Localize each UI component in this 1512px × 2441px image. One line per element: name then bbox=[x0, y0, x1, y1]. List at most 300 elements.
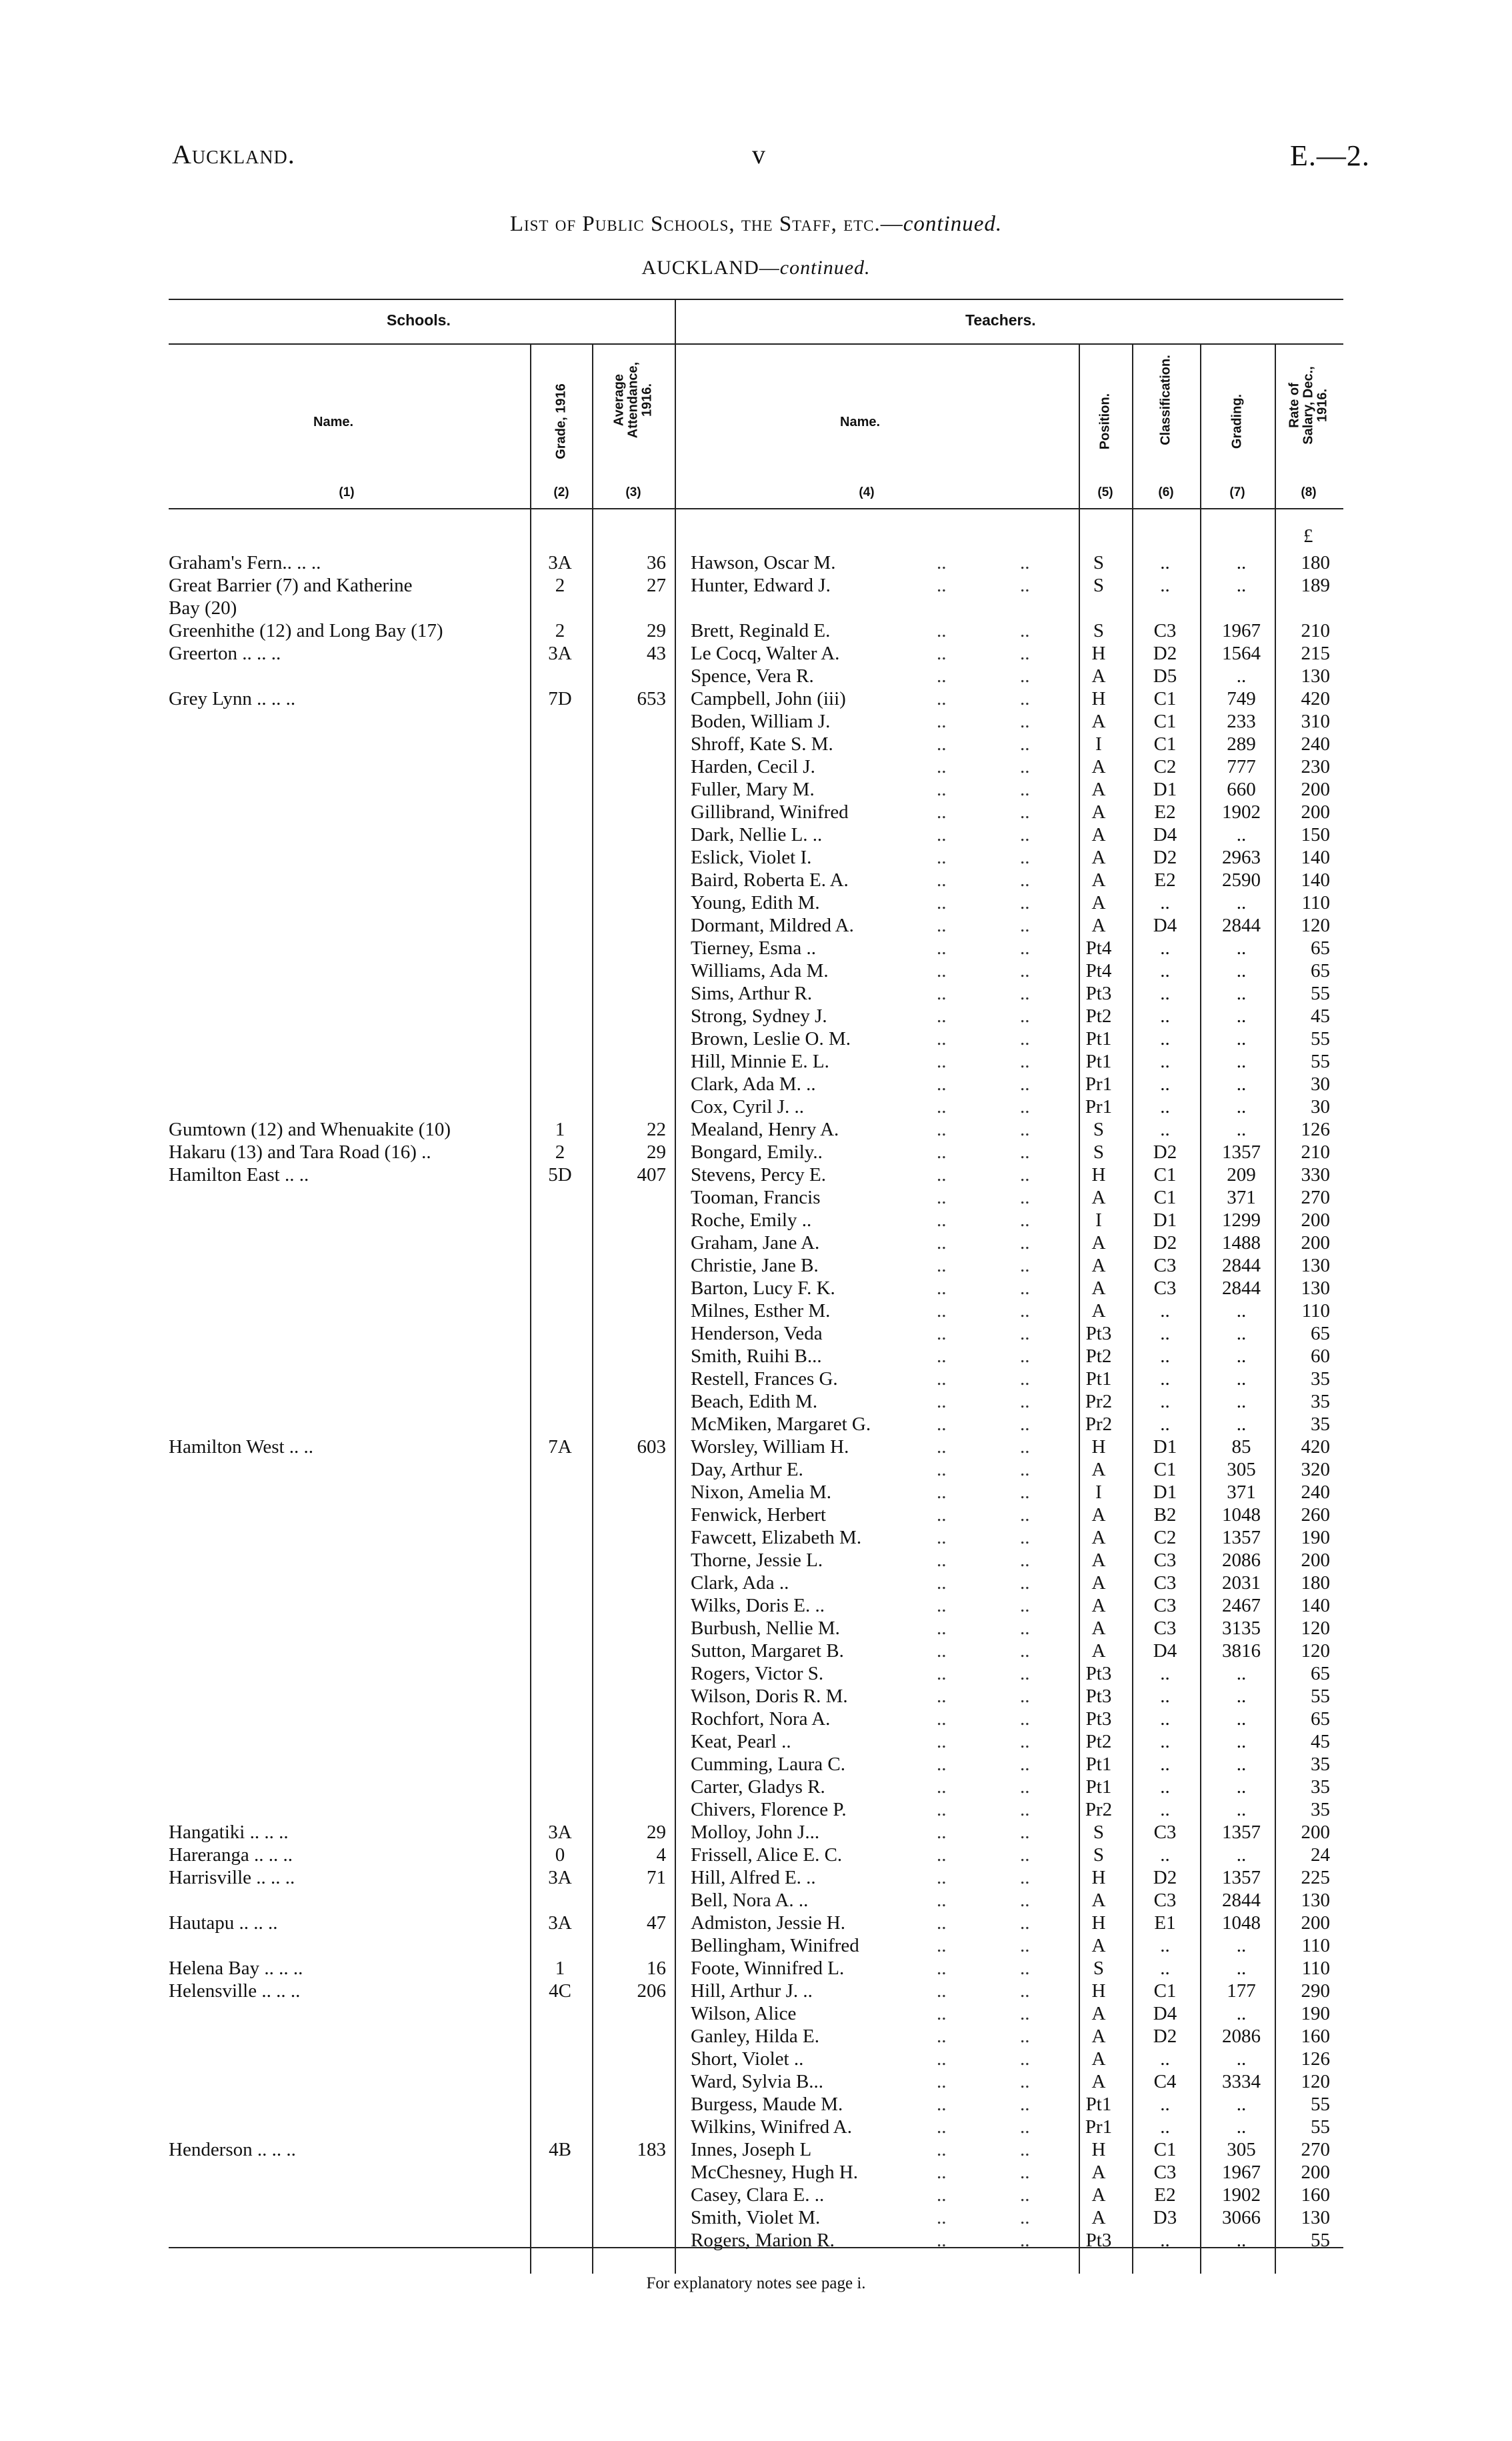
classification-cell: .. bbox=[1160, 1119, 1170, 1140]
classification-cell: .. bbox=[1160, 1686, 1170, 1707]
classification-cell: C3 bbox=[1153, 1822, 1177, 1843]
leader-dots: .. bbox=[1020, 688, 1030, 709]
leader-dots: .. bbox=[1020, 2116, 1030, 2138]
position-cell: S bbox=[1093, 1822, 1105, 1843]
leader-dots: .. bbox=[1020, 1504, 1030, 1526]
grading-cell: 233 bbox=[1227, 711, 1256, 732]
classification-cell: .. bbox=[1160, 1799, 1170, 1820]
leader-dots: .. bbox=[1020, 1300, 1030, 1322]
teacher-name-cell: Burgess, Maude M. bbox=[691, 2094, 843, 2115]
table-row bbox=[0, 733, 1512, 755]
classification-cell: D3 bbox=[1153, 2207, 1177, 2228]
teacher-name-cell: Sutton, Margaret B. bbox=[691, 1640, 844, 1662]
leader-dots: .. bbox=[1020, 1119, 1030, 1140]
table-row bbox=[0, 2025, 1512, 2048]
teacher-name-cell: Nixon, Amelia M. bbox=[691, 1482, 832, 1503]
table-row bbox=[0, 1277, 1512, 1300]
teacher-name-cell: Strong, Sydney J. bbox=[691, 1005, 827, 1027]
position-cell: S bbox=[1093, 1141, 1105, 1163]
leader-dots: .. bbox=[937, 1482, 947, 1503]
position-cell: A bbox=[1091, 1278, 1106, 1299]
grading-cell: .. bbox=[1236, 1323, 1247, 1344]
teacher-name-cell: Carter, Gladys R. bbox=[691, 1776, 825, 1798]
salary-cell: 140 bbox=[1301, 847, 1330, 868]
table-row bbox=[0, 619, 1512, 642]
teacher-name-cell: McMiken, Margaret G. bbox=[691, 1414, 871, 1435]
position-cell: Pr1 bbox=[1085, 1073, 1113, 1095]
classification-cell: .. bbox=[1160, 1300, 1170, 1322]
table-row bbox=[0, 1163, 1512, 1186]
column-header-salary: Rate of Salary, Dec., 1916. bbox=[1287, 366, 1330, 445]
position-cell: H bbox=[1091, 1436, 1106, 1458]
position-cell: Pt1 bbox=[1085, 1051, 1112, 1072]
attendance-cell: 407 bbox=[637, 1164, 666, 1185]
teacher-name-cell: Restell, Frances G. bbox=[691, 1368, 838, 1390]
leader-dots: .. bbox=[937, 1980, 947, 2002]
attendance-cell: 29 bbox=[647, 1822, 666, 1843]
teacher-name-cell: Milnes, Esther M. bbox=[691, 1300, 831, 1322]
teacher-name-cell: Worsley, William H. bbox=[691, 1436, 849, 1458]
teacher-name-cell: Cox, Cyril J. .. bbox=[691, 1096, 804, 1117]
grading-cell: 305 bbox=[1227, 1459, 1256, 1480]
salary-cell: 126 bbox=[1301, 2048, 1330, 2070]
classification-cell: D2 bbox=[1153, 1867, 1177, 1888]
leader-dots: .. bbox=[1020, 1255, 1030, 1276]
position-cell: H bbox=[1091, 688, 1106, 709]
grading-cell: 2086 bbox=[1222, 2026, 1261, 2047]
table-row bbox=[0, 551, 1512, 574]
leader-dots: .. bbox=[1020, 1436, 1030, 1458]
grading-cell: 1048 bbox=[1222, 1912, 1261, 1934]
salary-cell: 110 bbox=[1301, 892, 1330, 913]
leader-dots: .. bbox=[937, 1867, 947, 1888]
grading-cell: 1048 bbox=[1222, 1504, 1261, 1526]
rule-top bbox=[169, 299, 1343, 300]
column-number-1: (1) bbox=[339, 485, 355, 499]
school-name-cell: Bay (20) bbox=[169, 597, 237, 619]
classification-cell: C3 bbox=[1153, 1255, 1177, 1276]
grading-cell: 3816 bbox=[1222, 1640, 1261, 1662]
leader-dots: .. bbox=[937, 2139, 947, 2160]
salary-cell: 55 bbox=[1311, 2094, 1330, 2115]
leader-dots: .. bbox=[937, 937, 947, 959]
leader-dots: .. bbox=[937, 1368, 947, 1390]
position-cell: A bbox=[1091, 665, 1106, 687]
salary-cell: 190 bbox=[1301, 2003, 1330, 2024]
school-name-cell: Hangatiki .. .. .. bbox=[169, 1822, 289, 1843]
classification-cell: D4 bbox=[1153, 824, 1177, 845]
leader-dots: .. bbox=[937, 983, 947, 1004]
leader-dots: .. bbox=[1020, 552, 1030, 573]
rule-group-schools bbox=[169, 343, 675, 345]
salary-cell: 210 bbox=[1301, 620, 1330, 641]
grading-cell: .. bbox=[1236, 2094, 1247, 2115]
teacher-name-cell: Burbush, Nellie M. bbox=[691, 1618, 840, 1639]
leader-dots: .. bbox=[937, 801, 947, 823]
leader-dots: .. bbox=[1020, 1572, 1030, 1594]
table-row bbox=[0, 1005, 1512, 1027]
teacher-name-cell: Cumming, Laura C. bbox=[691, 1754, 845, 1775]
teacher-name-cell: Stevens, Percy E. bbox=[691, 1164, 826, 1185]
classification-cell: D2 bbox=[1153, 643, 1177, 664]
grading-cell: 2467 bbox=[1222, 1595, 1261, 1616]
leader-dots: .. bbox=[937, 643, 947, 664]
classification-cell: C1 bbox=[1153, 1980, 1177, 2002]
leader-dots: .. bbox=[1020, 1958, 1030, 1979]
table-row bbox=[0, 1141, 1512, 1163]
table-row bbox=[0, 2206, 1512, 2229]
classification-cell: C1 bbox=[1153, 2139, 1177, 2160]
position-cell: Pt3 bbox=[1085, 1323, 1112, 1344]
position-cell: A bbox=[1091, 1504, 1106, 1526]
leader-dots: .. bbox=[937, 1187, 947, 1208]
grading-cell: 777 bbox=[1227, 756, 1256, 777]
teacher-name-cell: Harden, Cecil J. bbox=[691, 756, 815, 777]
leader-dots: .. bbox=[937, 688, 947, 709]
leader-dots: .. bbox=[1020, 1980, 1030, 2002]
leader-dots: .. bbox=[1020, 1051, 1030, 1072]
teacher-name-cell: Rogers, Victor S. bbox=[691, 1663, 824, 1684]
table-row bbox=[0, 1549, 1512, 1572]
classification-cell: .. bbox=[1160, 552, 1170, 573]
leader-dots: .. bbox=[937, 1935, 947, 1956]
leader-dots: .. bbox=[1020, 1391, 1030, 1412]
position-cell: A bbox=[1091, 779, 1106, 800]
teacher-name-cell: Frissell, Alice E. C. bbox=[691, 1844, 843, 1866]
leader-dots: .. bbox=[937, 1618, 947, 1639]
grading-cell: 289 bbox=[1227, 733, 1256, 755]
grade-cell: 3A bbox=[548, 643, 572, 664]
leader-dots: .. bbox=[937, 1141, 947, 1163]
table-row bbox=[0, 1073, 1512, 1095]
table-row bbox=[0, 2093, 1512, 2116]
teacher-name-cell: Young, Edith M. bbox=[691, 892, 820, 913]
classification-cell: .. bbox=[1160, 1958, 1170, 1979]
teacher-name-cell: Williams, Ada M. bbox=[691, 960, 829, 981]
teacher-name-cell: Smith, Violet M. bbox=[691, 2207, 821, 2228]
leader-dots: .. bbox=[1020, 1890, 1030, 1911]
table-row bbox=[0, 1708, 1512, 1730]
grading-cell: .. bbox=[1236, 1300, 1247, 1322]
table-row bbox=[0, 1866, 1512, 1889]
leader-dots: .. bbox=[1020, 2162, 1030, 2183]
salary-cell: 180 bbox=[1301, 552, 1330, 573]
classification-cell: E2 bbox=[1154, 869, 1176, 891]
classification-cell: .. bbox=[1160, 1096, 1170, 1117]
classification-cell: D4 bbox=[1153, 2003, 1177, 2024]
salary-cell: 30 bbox=[1311, 1096, 1330, 1117]
school-name-cell: Helensville .. .. .. bbox=[169, 1980, 301, 2002]
column-number-8: (8) bbox=[1301, 485, 1317, 499]
salary-cell: 120 bbox=[1301, 915, 1330, 936]
leader-dots: .. bbox=[937, 665, 947, 687]
position-cell: Pt1 bbox=[1085, 2094, 1112, 2115]
leader-dots: .. bbox=[1020, 983, 1030, 1004]
salary-cell: 200 bbox=[1301, 2162, 1330, 2183]
leader-dots: .. bbox=[1020, 1754, 1030, 1775]
position-cell: Pt1 bbox=[1085, 1028, 1112, 1049]
grade-cell: 3A bbox=[548, 1867, 572, 1888]
leader-dots: .. bbox=[1020, 1640, 1030, 1662]
school-name-cell: Hamilton West .. .. bbox=[169, 1436, 314, 1458]
grading-cell: .. bbox=[1236, 1776, 1247, 1798]
grading-cell: .. bbox=[1236, 1073, 1247, 1095]
grade-cell: 1 bbox=[555, 1958, 565, 1979]
classification-cell: .. bbox=[1160, 1368, 1170, 1390]
grading-cell: 371 bbox=[1227, 1187, 1256, 1208]
position-cell: Pt1 bbox=[1085, 1754, 1112, 1775]
table-row bbox=[0, 1912, 1512, 1934]
salary-cell: 55 bbox=[1311, 1028, 1330, 1049]
classification-cell: D2 bbox=[1153, 2026, 1177, 2047]
teacher-name-cell: Clark, Ada .. bbox=[691, 1572, 789, 1594]
classification-cell: .. bbox=[1160, 983, 1170, 1004]
grading-cell: .. bbox=[1236, 1051, 1247, 1072]
leader-dots: .. bbox=[1020, 1278, 1030, 1299]
teacher-name-cell: Fuller, Mary M. bbox=[691, 779, 815, 800]
grading-cell: 305 bbox=[1227, 2139, 1256, 2160]
position-cell: A bbox=[1091, 711, 1106, 732]
classification-cell: D5 bbox=[1153, 665, 1177, 687]
leader-dots: .. bbox=[1020, 1028, 1030, 1049]
position-cell: S bbox=[1093, 1958, 1105, 1979]
grade-cell: 3A bbox=[548, 1912, 572, 1934]
table-row bbox=[0, 1980, 1512, 2002]
teacher-name-cell: Roche, Emily .. bbox=[691, 1209, 812, 1231]
teacher-name-cell: Fawcett, Elizabeth M. bbox=[691, 1527, 862, 1548]
leader-dots: .. bbox=[937, 1300, 947, 1322]
classification-cell: D2 bbox=[1153, 1141, 1177, 1163]
position-cell: A bbox=[1091, 801, 1106, 823]
salary-cell: 120 bbox=[1301, 1640, 1330, 1662]
teacher-name-cell: Spence, Vera R. bbox=[691, 665, 814, 687]
classification-cell: .. bbox=[1160, 2116, 1170, 2138]
leader-dots: .. bbox=[1020, 960, 1030, 981]
position-cell: Pt2 bbox=[1085, 1346, 1112, 1367]
grading-cell: .. bbox=[1236, 824, 1247, 845]
leader-dots: .. bbox=[937, 1436, 947, 1458]
teacher-name-cell: Admiston, Jessie H. bbox=[691, 1912, 845, 1934]
leader-dots: .. bbox=[1020, 1209, 1030, 1231]
position-cell: A bbox=[1091, 2003, 1106, 2024]
school-name-cell: Great Barrier (7) and Katherine bbox=[169, 575, 413, 596]
document-code: E.—2. bbox=[1290, 139, 1370, 172]
leader-dots: .. bbox=[937, 1504, 947, 1526]
grading-cell: 2590 bbox=[1222, 869, 1261, 891]
teacher-name-cell: Casey, Clara E. .. bbox=[691, 2184, 825, 2206]
leader-dots: .. bbox=[937, 1663, 947, 1684]
salary-cell: 65 bbox=[1311, 937, 1330, 959]
table-row bbox=[0, 597, 1512, 619]
table-row bbox=[0, 959, 1512, 982]
attendance-cell: 47 bbox=[647, 1912, 666, 1934]
table-row bbox=[0, 846, 1512, 869]
grading-cell: 2844 bbox=[1222, 1890, 1261, 1911]
leader-dots: .. bbox=[937, 2048, 947, 2070]
grading-cell: 2086 bbox=[1222, 1550, 1261, 1571]
leader-dots: .. bbox=[1020, 1822, 1030, 1843]
position-cell: Pt2 bbox=[1085, 1731, 1112, 1752]
leader-dots: .. bbox=[1020, 1618, 1030, 1639]
position-cell: A bbox=[1091, 1255, 1106, 1276]
classification-cell: .. bbox=[1160, 2230, 1170, 2251]
table-row bbox=[0, 687, 1512, 710]
column-header-attendance: Average Attendance, 1916. bbox=[611, 361, 655, 439]
grading-cell: .. bbox=[1236, 1119, 1247, 1140]
leader-dots: .. bbox=[1020, 1799, 1030, 1820]
leader-dots: .. bbox=[937, 2162, 947, 2183]
classification-cell: .. bbox=[1160, 2048, 1170, 2070]
leader-dots: .. bbox=[1020, 2184, 1030, 2206]
salary-cell: 230 bbox=[1301, 756, 1330, 777]
leader-dots: .. bbox=[1020, 1005, 1030, 1027]
teacher-name-cell: Henderson, Veda bbox=[691, 1323, 823, 1344]
leader-dots: .. bbox=[1020, 2230, 1030, 2251]
grading-cell: .. bbox=[1236, 1346, 1247, 1367]
salary-cell: 215 bbox=[1301, 643, 1330, 664]
teacher-name-cell: Hill, Alfred E. .. bbox=[691, 1867, 816, 1888]
salary-cell: 30 bbox=[1311, 1073, 1330, 1095]
classification-cell: .. bbox=[1160, 960, 1170, 981]
position-cell: S bbox=[1093, 552, 1105, 573]
teacher-name-cell: Hill, Minnie E. L. bbox=[691, 1051, 829, 1072]
leader-dots: .. bbox=[937, 1164, 947, 1185]
leader-dots: .. bbox=[937, 2071, 947, 2092]
salary-cell: 120 bbox=[1301, 1618, 1330, 1639]
position-cell: Pt4 bbox=[1085, 937, 1112, 959]
page-subtitle-text: AUCKLAND— bbox=[641, 257, 780, 279]
position-cell: A bbox=[1091, 1232, 1106, 1254]
leader-dots: .. bbox=[1020, 1550, 1030, 1571]
page-title bbox=[0, 212, 1512, 237]
salary-cell: 130 bbox=[1301, 1255, 1330, 1276]
leader-dots: .. bbox=[1020, 643, 1030, 664]
position-cell: A bbox=[1091, 1527, 1106, 1548]
salary-cell: 130 bbox=[1301, 665, 1330, 687]
position-cell: Pr2 bbox=[1085, 1391, 1113, 1412]
table-row bbox=[0, 891, 1512, 914]
table-row bbox=[0, 2184, 1512, 2206]
salary-cell: 65 bbox=[1311, 1708, 1330, 1730]
leader-dots: .. bbox=[1020, 1912, 1030, 1934]
classification-cell: C1 bbox=[1153, 1164, 1177, 1185]
grade-cell: 2 bbox=[555, 620, 565, 641]
classification-cell: D4 bbox=[1153, 915, 1177, 936]
grading-cell: 1357 bbox=[1222, 1141, 1261, 1163]
salary-cell: 330 bbox=[1301, 1164, 1330, 1185]
attendance-cell: 27 bbox=[647, 575, 666, 596]
position-cell: I bbox=[1095, 733, 1102, 755]
column-number-4: (4) bbox=[859, 485, 875, 499]
teacher-name-cell: Dormant, Mildred A. bbox=[691, 915, 854, 936]
grading-cell: 2844 bbox=[1222, 915, 1261, 936]
footnote: For explanatory notes see page i. bbox=[646, 2274, 866, 2292]
classification-cell: B2 bbox=[1153, 1504, 1177, 1526]
position-cell: Pt3 bbox=[1085, 983, 1112, 1004]
grading-cell: 209 bbox=[1227, 1164, 1256, 1185]
classification-cell: D4 bbox=[1153, 1640, 1177, 1662]
table-row bbox=[0, 1413, 1512, 1436]
teacher-name-cell: Keat, Pearl .. bbox=[691, 1731, 791, 1752]
leader-dots: .. bbox=[937, 1527, 947, 1548]
salary-cell: 260 bbox=[1301, 1504, 1330, 1526]
salary-cell: 65 bbox=[1311, 960, 1330, 981]
table-row bbox=[0, 1776, 1512, 1798]
teacher-name-cell: Brett, Reginald E. bbox=[691, 620, 831, 641]
position-cell: Pt3 bbox=[1085, 1708, 1112, 1730]
table-row bbox=[0, 2070, 1512, 2093]
table-row bbox=[0, 1685, 1512, 1708]
leader-dots: .. bbox=[937, 915, 947, 936]
classification-cell: C2 bbox=[1153, 756, 1177, 777]
leader-dots: .. bbox=[1020, 1323, 1030, 1344]
teacher-name-cell: Fenwick, Herbert bbox=[691, 1504, 826, 1526]
table-row bbox=[0, 1436, 1512, 1458]
teacher-name-cell: Bongard, Emily.. bbox=[691, 1141, 823, 1163]
position-cell: Pt3 bbox=[1085, 1663, 1112, 1684]
teacher-name-cell: Campbell, John (iii) bbox=[691, 688, 846, 709]
salary-cell: 110 bbox=[1301, 1935, 1330, 1956]
classification-cell: .. bbox=[1160, 1776, 1170, 1798]
page-subtitle-continued: continued. bbox=[779, 257, 871, 279]
leader-dots: .. bbox=[1020, 2207, 1030, 2228]
grading-cell: 177 bbox=[1227, 1980, 1256, 2002]
salary-cell: 290 bbox=[1301, 1980, 1330, 2002]
classification-cell: .. bbox=[1160, 1708, 1170, 1730]
leader-dots: .. bbox=[1020, 915, 1030, 936]
position-cell: I bbox=[1095, 1209, 1102, 1231]
school-name-cell: Graham's Fern.. .. .. bbox=[169, 552, 321, 573]
grading-cell: 1902 bbox=[1222, 2184, 1261, 2206]
leader-dots: .. bbox=[937, 1096, 947, 1117]
leader-dots: .. bbox=[937, 1073, 947, 1095]
leader-dots: .. bbox=[937, 2184, 947, 2206]
school-name-cell: Gumtown (12) and Whenuakite (10) bbox=[169, 1119, 451, 1140]
salary-cell: 35 bbox=[1311, 1368, 1330, 1390]
grading-cell: .. bbox=[1236, 1414, 1247, 1435]
classification-cell: .. bbox=[1160, 1005, 1170, 1027]
classification-cell: D2 bbox=[1153, 1232, 1177, 1254]
table-row bbox=[0, 1662, 1512, 1685]
salary-cell: 200 bbox=[1301, 1822, 1330, 1843]
position-cell: A bbox=[1091, 915, 1106, 936]
table-row bbox=[0, 1345, 1512, 1368]
leader-dots: .. bbox=[937, 1255, 947, 1276]
leader-dots: .. bbox=[1020, 2003, 1030, 2024]
salary-cell: 160 bbox=[1301, 2184, 1330, 2206]
table-row bbox=[0, 1934, 1512, 1957]
salary-cell: 35 bbox=[1311, 1391, 1330, 1412]
grading-cell: 1357 bbox=[1222, 1867, 1261, 1888]
position-cell: Pt2 bbox=[1085, 1005, 1112, 1027]
classification-cell: C1 bbox=[1153, 688, 1177, 709]
teacher-name-cell: Ward, Sylvia B... bbox=[691, 2071, 824, 2092]
page-title-continued: continued. bbox=[903, 212, 1003, 236]
classification-cell: D2 bbox=[1153, 847, 1177, 868]
leader-dots: .. bbox=[937, 1005, 947, 1027]
classification-cell: C1 bbox=[1153, 711, 1177, 732]
position-cell: A bbox=[1091, 1618, 1106, 1639]
leader-dots: .. bbox=[1020, 1459, 1030, 1480]
classification-cell: D1 bbox=[1153, 1436, 1177, 1458]
leader-dots: .. bbox=[937, 1051, 947, 1072]
classification-cell: D1 bbox=[1153, 1482, 1177, 1503]
grading-cell: .. bbox=[1236, 1368, 1247, 1390]
school-name-cell: Hareranga .. .. .. bbox=[169, 1844, 293, 1866]
page-subtitle bbox=[0, 257, 1512, 279]
table-row bbox=[0, 1798, 1512, 1821]
salary-cell: 420 bbox=[1301, 1436, 1330, 1458]
